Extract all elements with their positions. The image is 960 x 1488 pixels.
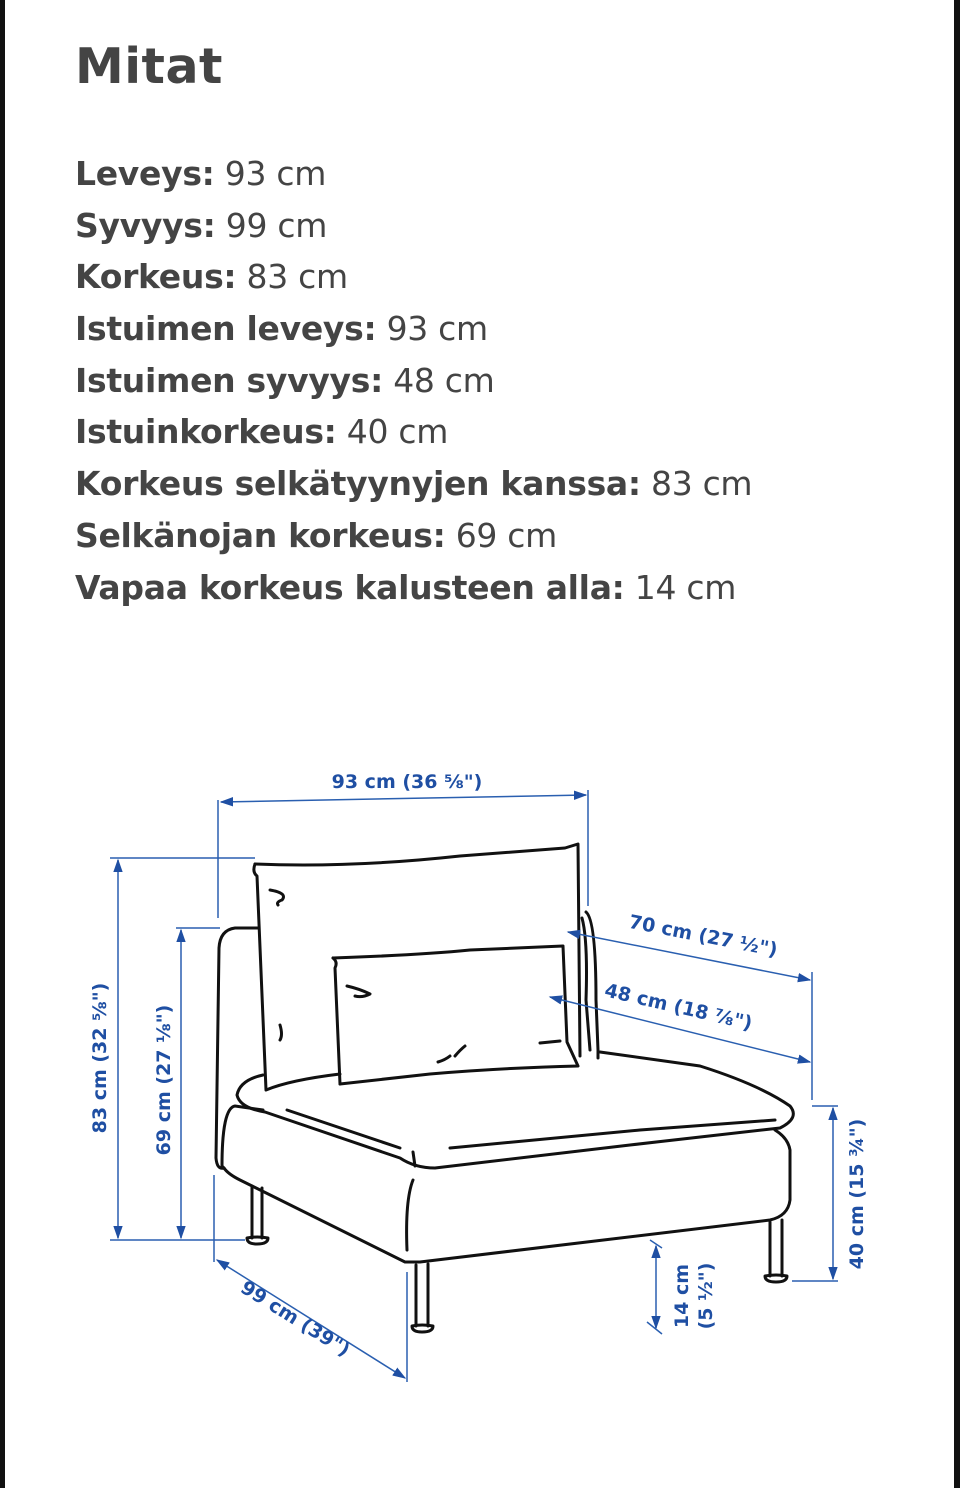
spec-value: 83 cm bbox=[246, 257, 348, 297]
spec-label: Syvyys: bbox=[75, 205, 216, 245]
dimension-label-clearance-cm: 14 cm bbox=[671, 1263, 693, 1329]
spec-value: 83 cm bbox=[651, 464, 753, 504]
dimension-label-backrest-height: 69 cm (27 ⅛") bbox=[153, 1004, 175, 1156]
dimension-label-seat-height: 40 cm (15 ¾") bbox=[846, 1118, 868, 1270]
dimension-label-seat-depth: 48 cm (18 ⅞") bbox=[602, 979, 755, 1035]
spec-value: 93 cm bbox=[224, 154, 327, 193]
spec-label: Istuimen syvyys: bbox=[75, 360, 383, 400]
sofa-section-illustration bbox=[216, 844, 793, 1332]
page-title: Mitat bbox=[75, 38, 223, 95]
spec-value: 40 cm bbox=[346, 412, 449, 452]
dimension-lines bbox=[110, 790, 838, 1382]
spec-value: 48 cm bbox=[393, 360, 495, 400]
spec-label: Leveys: bbox=[75, 154, 215, 193]
spec-label: Korkeus: bbox=[75, 257, 237, 297]
sofa-dimension-diagram bbox=[5, 0, 954, 1488]
spec-value: 93 cm bbox=[386, 309, 488, 349]
dimension-label-clearance-in: (5 ½") bbox=[695, 1262, 717, 1330]
dimension-label-depth: 99 cm (39") bbox=[236, 1276, 354, 1362]
spec-value: 14 cm bbox=[634, 567, 737, 607]
spec-value: 99 cm bbox=[225, 205, 328, 245]
spec-value: 69 cm bbox=[455, 515, 557, 555]
spec-label: Istuimen leveys: bbox=[75, 309, 377, 349]
dimensions-page bbox=[5, 0, 954, 1488]
spec-label: Selkänojan korkeus: bbox=[75, 515, 446, 555]
spec-label: Istuinkorkeus: bbox=[75, 412, 337, 452]
spec-label: Korkeus selkätyynyjen kanssa: bbox=[75, 464, 641, 504]
dimension-label-height-total: 83 cm (32 ⅝") bbox=[89, 982, 111, 1134]
spec-label: Vapaa korkeus kalusteen alla: bbox=[75, 567, 625, 607]
dimension-label-back-cushion-depth: 70 cm (27 ½") bbox=[627, 910, 780, 962]
dimension-label-width: 93 cm (36 ⅝") bbox=[331, 771, 483, 793]
